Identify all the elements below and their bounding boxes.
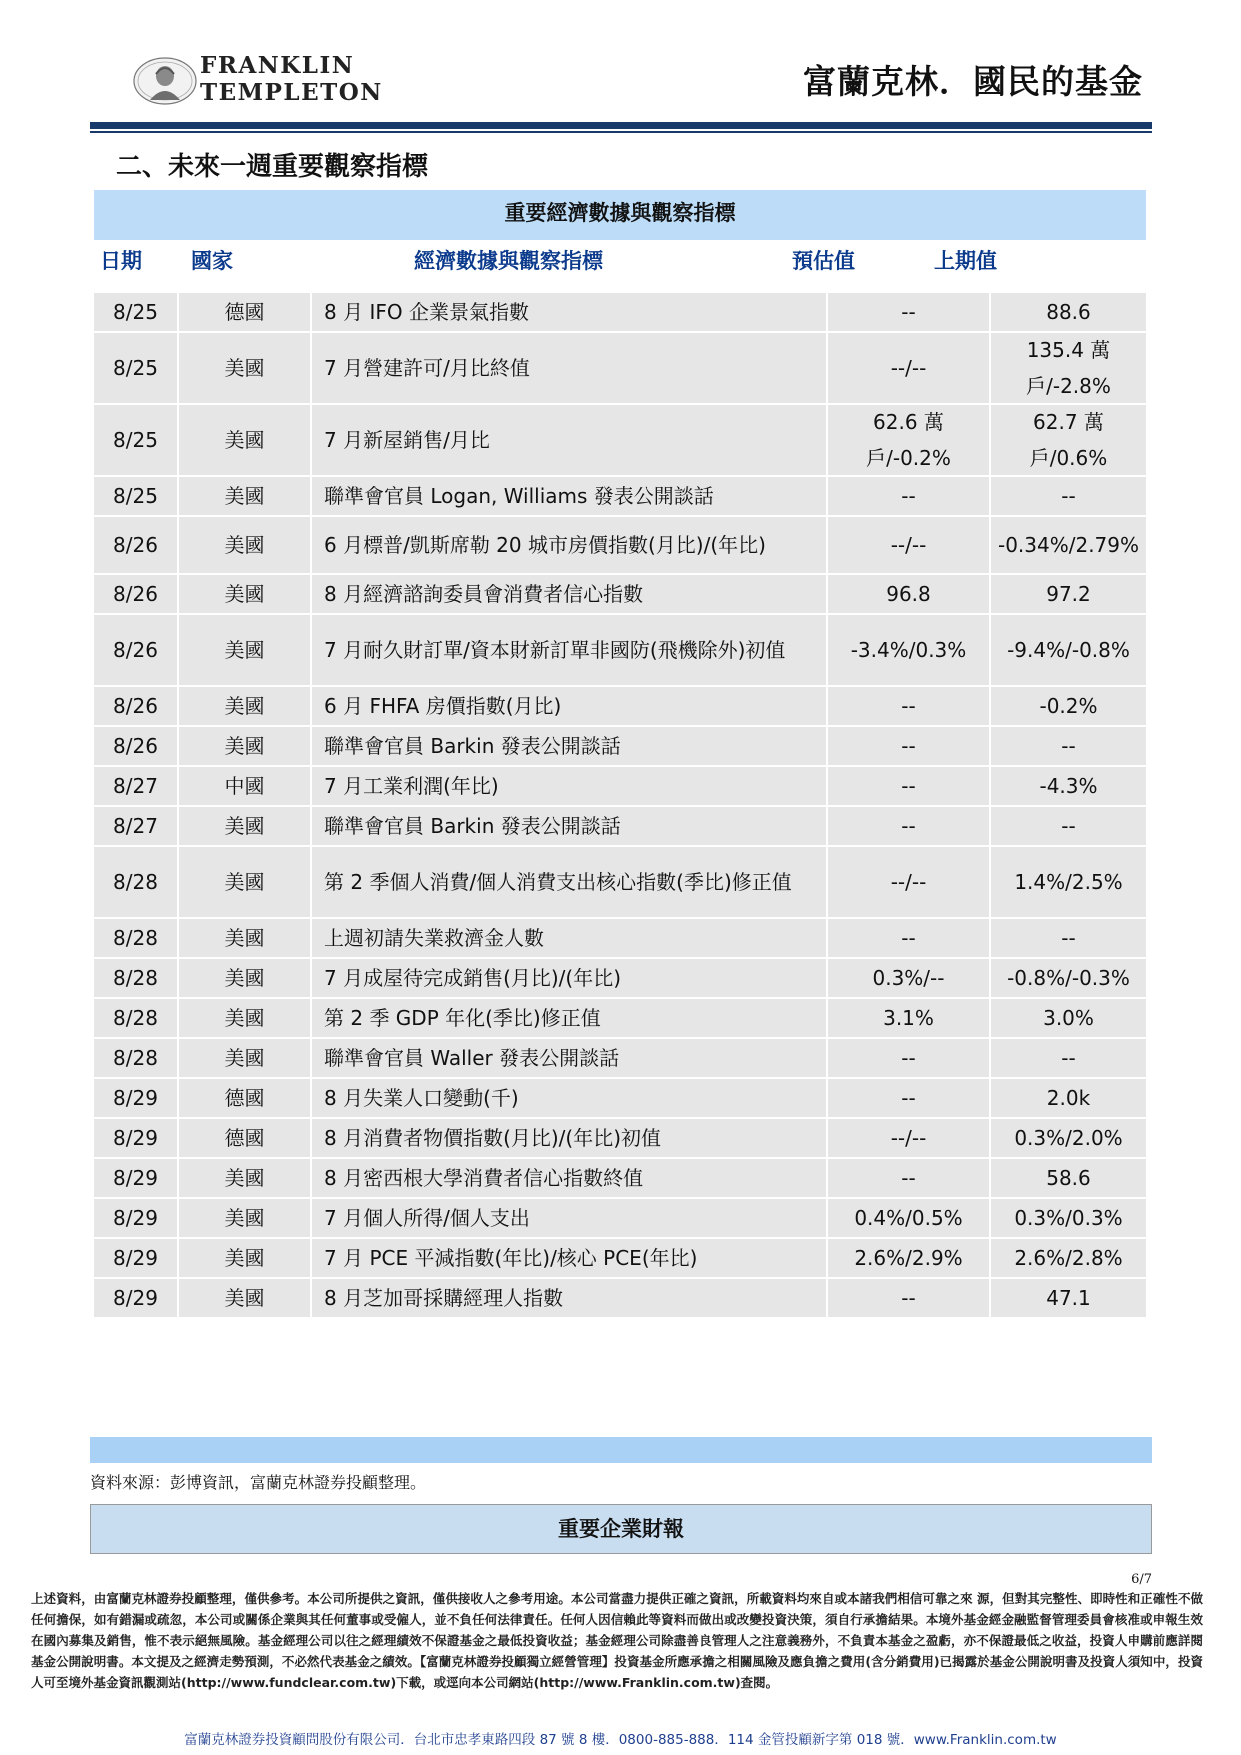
cell-country: 美國 [179,999,312,1037]
cell-country: 中國 [179,767,312,805]
cell-estimate: -- [828,293,991,331]
cell-indicator: 第 2 季個人消費/個人消費支出核心指數(季比)修正值 [312,847,828,917]
column-header-date: 日期 [100,249,142,273]
cell-previous: 58.6 [991,1159,1146,1197]
cell-country: 美國 [179,919,312,957]
header-rule [90,122,1152,129]
table-row [94,1119,1146,1157]
cell-estimate: --/-- [828,1119,991,1157]
column-header-estimate: 預估值 [792,249,855,273]
cell-estimate: 96.8 [828,575,991,613]
cell-date: 8/28 [94,1039,179,1077]
cell-indicator: 7 月新屋銷售/月比 [312,405,828,475]
table-row [94,1079,1146,1117]
table-row [94,767,1146,805]
cell-previous: 47.1 [991,1279,1146,1317]
franklin-templeton-logo [132,52,392,108]
cell-estimate: -- [828,687,991,725]
cell-estimate: 0.3%/-- [828,959,991,997]
cell-country: 美國 [179,615,312,685]
cell-indicator: 8 月密西根大學消費者信心指數終值 [312,1159,828,1197]
cell-previous: -0.8%/-0.3% [991,959,1146,997]
cell-previous: -0.2% [991,687,1146,725]
table-row [94,333,1146,403]
cell-date: 8/29 [94,1239,179,1277]
cell-indicator: 聯準會官員 Logan, Williams 發表公開談話 [312,477,828,515]
cell-country: 美國 [179,807,312,845]
cell-previous: 0.3%/2.0% [991,1119,1146,1157]
cell-previous: 88.6 [991,293,1146,331]
table-row [94,727,1146,765]
table-row [94,1159,1146,1197]
cell-date: 8/28 [94,847,179,917]
logo-line-2: TEMPLETON [200,79,383,106]
cell-indicator: 7 月工業利潤(年比) [312,767,828,805]
table-row [94,477,1146,515]
cell-estimate: -- [828,919,991,957]
cell-country: 美國 [179,1039,312,1077]
section-title: 二、未來一週重要觀察指標 [116,152,429,182]
cell-estimate: 2.6%/2.9% [828,1239,991,1277]
column-header-indicator: 經濟數據與觀察指標 [414,249,603,273]
cell-previous: -0.34%/2.79% [991,517,1146,573]
cell-country: 德國 [179,293,312,331]
header-rule-thin [90,131,1152,133]
table-footer-bar [90,1437,1152,1463]
cell-estimate: 62.6 萬戶/-0.2% [828,405,991,475]
cell-previous: -- [991,807,1146,845]
cell-date: 8/25 [94,405,179,475]
table-title-bar [94,190,1146,240]
cell-estimate: -3.4%/0.3% [828,615,991,685]
cell-indicator: 8 月經濟諮詢委員會消費者信心指數 [312,575,828,613]
header-tagline: 富蘭克林．國民的基金 [803,62,1143,101]
cell-date: 8/28 [94,959,179,997]
cell-date: 8/28 [94,999,179,1037]
cell-estimate: --/-- [828,847,991,917]
cell-estimate: 3.1% [828,999,991,1037]
cell-previous: 0.3%/0.3% [991,1199,1146,1237]
cell-previous: 2.6%/2.8% [991,1239,1146,1277]
table-title: 重要經濟數據與觀察指標 [504,201,736,225]
cell-previous: -4.3% [991,767,1146,805]
cell-date: 8/25 [94,477,179,515]
cell-country: 美國 [179,477,312,515]
column-header-country: 國家 [191,249,233,273]
cell-country: 美國 [179,1199,312,1237]
page-number: 6/7 [1131,1572,1152,1587]
cell-indicator: 6 月標普/凱斯席勒 20 城市房價指數(月比)/(年比) [312,517,828,573]
cell-date: 8/26 [94,727,179,765]
table-row [94,1239,1146,1277]
cell-indicator: 8 月失業人口變動(千) [312,1079,828,1117]
cell-date: 8/26 [94,575,179,613]
cell-country: 美國 [179,1239,312,1277]
cell-estimate: --/-- [828,333,991,403]
cell-estimate: -- [828,1079,991,1117]
corporate-earnings-title: 重要企業財報 [558,1517,684,1541]
cell-date: 8/29 [94,1279,179,1317]
cell-date: 8/29 [94,1119,179,1157]
table-row [94,999,1146,1037]
footer-company-info: 富蘭克林證券投資顧問股份有限公司．台北市忠孝東路四段 87 號 8 樓．0800-885-888．114 金管投顧新字第 018 號．www.Franklin.com.tw [184,1732,1057,1748]
cell-date: 8/26 [94,615,179,685]
cell-estimate: -- [828,767,991,805]
table-row [94,517,1146,573]
cell-previous: 2.0k [991,1079,1146,1117]
cell-indicator: 7 月耐久財訂單/資本財新訂單非國防(飛機除外)初值 [312,615,828,685]
column-header-previous: 上期值 [934,249,997,273]
table-column-headers [94,240,1146,290]
cell-estimate: -- [828,727,991,765]
cell-date: 8/25 [94,293,179,331]
table-row [94,959,1146,997]
logo-text [200,52,383,106]
cell-indicator: 8 月消費者物價指數(月比)/(年比)初值 [312,1119,828,1157]
table-row [94,687,1146,725]
cell-estimate: -- [828,807,991,845]
table-row [94,615,1146,685]
cell-country: 美國 [179,1279,312,1317]
table-row [94,293,1146,331]
cell-previous: 62.7 萬戶/0.6% [991,405,1146,475]
table-row [94,405,1146,475]
cell-previous: 1.4%/2.5% [991,847,1146,917]
cell-country: 美國 [179,405,312,475]
cell-indicator: 聯準會官員 Barkin 發表公開談話 [312,727,828,765]
disclaimer: 上述資料，由富蘭克林證券投顧整理，僅供參考。本公司所提供之資訊，僅供接收人之參考用途。本公司當盡力提供正確之資訊，所載資料均來自或本諸我們相信可靠之來 源，但對其完整性、即時性和正確性不做任何擔保，如有錯漏或疏忽，本公司或關係企業與其任何董事或受僱人，並不負任何法律責任。任何人因信賴此等資料而做出或改變投資決策，須自行承擔結果。本境外基金經金融監督管理委員會核准或申報生效在國內募集及銷售，惟不表示絕無風險。基金經理公司以往之經理績效不保證基金之最低投資收益；基金經理公司除盡善良管理人之注意義務外，不負責本基金之盈虧，亦不保證最低之收益，投資人申購前應詳閱基金公開說明書。本文提及之經濟走勢預測，不必然代表基金之績效。【富蘭克林證券投顧獨立經營管理】投資基金所應承擔之相關風險及應負擔之費用(含分銷費用)已揭露於基金公開說明書及投資人須知中，投資人可至境外基金資訊觀測站(http://www.fundclear.com.tw)下載，或逕向本公司網站(http://www.Franklin.com.tw)查閱。 [31,1591,1203,1690]
cell-indicator: 7 月營建許可/月比終值 [312,333,828,403]
table-row [94,807,1146,845]
cell-date: 8/29 [94,1159,179,1197]
table-row [94,919,1146,957]
cell-indicator: 6 月 FHFA 房價指數(月比) [312,687,828,725]
cell-date: 8/29 [94,1199,179,1237]
page-header [0,0,1241,130]
cell-previous: -- [991,919,1146,957]
table-row [94,847,1146,917]
table-row [94,1279,1146,1317]
cell-country: 美國 [179,727,312,765]
cell-country: 美國 [179,1159,312,1197]
cell-date: 8/26 [94,687,179,725]
cell-date: 8/27 [94,807,179,845]
cell-indicator: 7 月 PCE 平減指數(年比)/核心 PCE(年比) [312,1239,828,1277]
cell-indicator: 8 月 IFO 企業景氣指數 [312,293,828,331]
cell-date: 8/28 [94,919,179,957]
cell-country: 美國 [179,333,312,403]
cell-country: 美國 [179,959,312,997]
cell-date: 8/27 [94,767,179,805]
cell-previous: -- [991,727,1146,765]
cell-indicator: 7 月成屋待完成銷售(月比)/(年比) [312,959,828,997]
cell-date: 8/25 [94,333,179,403]
cell-indicator: 第 2 季 GDP 年化(季比)修正值 [312,999,828,1037]
cell-country: 德國 [179,1079,312,1117]
cell-date: 8/29 [94,1079,179,1117]
cell-indicator: 上週初請失業救濟金人數 [312,919,828,957]
table-row [94,1199,1146,1237]
logo-line-1: FRANKLIN [200,52,355,79]
source-note: 資料來源：彭博資訊，富蘭克林證券投顧整理。 [90,1473,427,1492]
corporate-earnings-header [90,1504,1152,1554]
cell-previous: -- [991,1039,1146,1077]
cell-estimate: -- [828,1039,991,1077]
cell-indicator: 7 月個人所得/個人支出 [312,1199,828,1237]
cell-country: 美國 [179,687,312,725]
cell-previous: 97.2 [991,575,1146,613]
cell-country: 德國 [179,1119,312,1157]
benjamin-franklin-portrait-icon [132,56,198,106]
cell-estimate: -- [828,1159,991,1197]
economic-calendar-table [94,293,1146,1319]
cell-estimate: -- [828,1279,991,1317]
cell-previous: -- [991,477,1146,515]
cell-previous: 135.4 萬戶/-2.8% [991,333,1146,403]
cell-estimate: --/-- [828,517,991,573]
cell-previous: -9.4%/-0.8% [991,615,1146,685]
cell-date: 8/26 [94,517,179,573]
table-row [94,1039,1146,1077]
cell-country: 美國 [179,575,312,613]
cell-indicator: 8 月芝加哥採購經理人指數 [312,1279,828,1317]
cell-indicator: 聯準會官員 Waller 發表公開談話 [312,1039,828,1077]
cell-country: 美國 [179,847,312,917]
cell-previous: 3.0% [991,999,1146,1037]
cell-estimate: -- [828,477,991,515]
cell-country: 美國 [179,517,312,573]
cell-estimate: 0.4%/0.5% [828,1199,991,1237]
cell-indicator: 聯準會官員 Barkin 發表公開談話 [312,807,828,845]
table-row [94,575,1146,613]
